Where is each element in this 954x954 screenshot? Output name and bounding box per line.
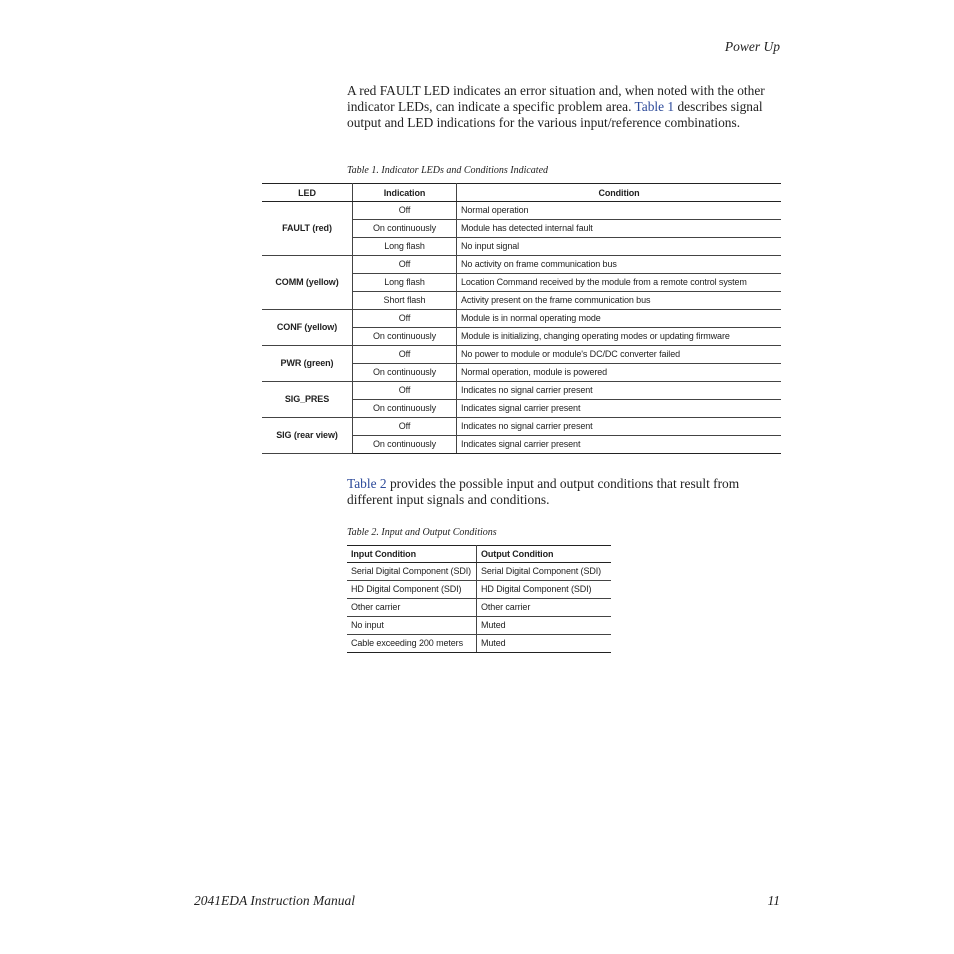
indication-cell: Long flash (353, 238, 457, 256)
conditions-paragraph (347, 476, 781, 508)
indication-cell: On continuously (353, 220, 457, 238)
column-header-led: LED (262, 184, 353, 202)
table-row (262, 256, 781, 274)
indication-cell: Off (353, 418, 457, 436)
indicator-leds-table (262, 183, 781, 454)
led-name: SIG_PRES (262, 382, 353, 418)
table1-link[interactable]: Table 1 (634, 98, 675, 114)
column-header-condition: Condition (457, 184, 782, 202)
table-row (262, 382, 781, 400)
table-row (262, 202, 781, 220)
led-name: PWR (green) (262, 346, 353, 382)
indication-cell: On continuously (353, 364, 457, 382)
paragraph-text: describes signal output and LED indications for the various input/reference combinations. (347, 98, 763, 130)
led-name: FAULT (red) (262, 202, 353, 256)
condition-cell: No input signal (457, 238, 782, 256)
condition-cell: Module has detected internal fault (457, 220, 782, 238)
column-header-input: Input Condition (347, 546, 477, 563)
paragraph-text: provides the possible input and output conditions that result from different input signals and conditions. (347, 476, 740, 507)
indication-cell: On continuously (353, 328, 457, 346)
table-row (347, 581, 611, 599)
column-header-indication: Indication (353, 184, 457, 202)
led-name: COMM (yellow) (262, 256, 353, 310)
input-output-table (347, 545, 611, 653)
table-row (347, 563, 611, 581)
led-name: CONF (yellow) (262, 310, 353, 346)
condition-cell: No activity on frame communication bus (457, 256, 782, 274)
indication-cell: Short flash (353, 292, 457, 310)
indication-cell: Off (353, 346, 457, 364)
output-condition-cell: Muted (477, 617, 612, 635)
condition-cell: Indicates no signal carrier present (457, 382, 782, 400)
condition-cell: Module is initializing, changing operating modes or updating firmware (457, 328, 782, 346)
led-name: SIG (rear view) (262, 418, 353, 454)
input-condition-cell: No input (347, 617, 477, 635)
output-condition-cell: Muted (477, 635, 612, 653)
indication-cell: Long flash (353, 274, 457, 292)
table-row (347, 617, 611, 635)
condition-cell: Normal operation (457, 202, 782, 220)
paragraph-text: A red FAULT LED indicates an error situation and, when noted with the other indicator LEDs, can indicate a specific problem area. (347, 83, 765, 114)
condition-cell: Activity present on the frame communication bus (457, 292, 782, 310)
condition-cell: Indicates no signal carrier present (457, 418, 782, 436)
table2-link[interactable]: Table 2 (347, 476, 387, 491)
indication-cell: Off (353, 382, 457, 400)
table1-caption: Table 1. Indicator LEDs and Conditions Indicated (347, 165, 549, 176)
output-condition-cell: Serial Digital Component (SDI) (477, 563, 612, 581)
input-condition-cell: HD Digital Component (SDI) (347, 581, 477, 599)
table2-caption: Table 2. Input and Output Conditions (347, 527, 497, 538)
column-header-output: Output Condition (477, 546, 612, 563)
condition-cell: No power to module or module's DC/DC converter failed (457, 346, 782, 364)
condition-cell: Location Command received by the module from a remote control system (457, 274, 782, 292)
table-row (262, 418, 781, 436)
page-number: 11 (767, 893, 780, 908)
table-header-row (262, 184, 781, 202)
table-row (347, 635, 611, 653)
table-row (347, 599, 611, 617)
running-head: Power Up (724, 39, 780, 54)
table-header-row (347, 546, 611, 563)
condition-cell: Indicates signal carrier present (457, 400, 782, 418)
table-row (262, 310, 781, 328)
indication-cell: Off (353, 202, 457, 220)
input-condition-cell: Other carrier (347, 599, 477, 617)
indication-cell: On continuously (353, 436, 457, 454)
output-condition-cell: Other carrier (477, 599, 612, 617)
condition-cell: Normal operation, module is powered (457, 364, 782, 382)
intro-paragraph (347, 83, 781, 130)
condition-cell: Indicates signal carrier present (457, 436, 782, 454)
condition-cell: Module is in normal operating mode (457, 310, 782, 328)
table-row (262, 346, 781, 364)
footer-title: 2041EDA Instruction Manual (194, 893, 355, 908)
input-condition-cell: Serial Digital Component (SDI) (347, 563, 477, 581)
indication-cell: On continuously (353, 400, 457, 418)
input-condition-cell: Cable exceeding 200 meters (347, 635, 477, 653)
output-condition-cell: HD Digital Component (SDI) (477, 581, 612, 599)
indication-cell: Off (353, 256, 457, 274)
indication-cell: Off (353, 310, 457, 328)
